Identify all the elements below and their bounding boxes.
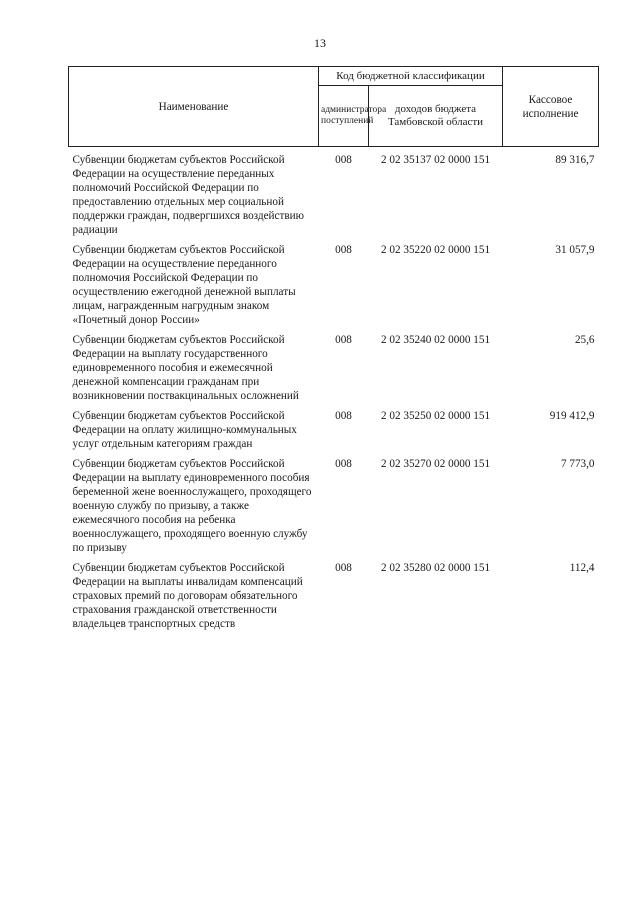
row-admin-code: 008 [335, 562, 352, 574]
row-amount: 7 773,0 [560, 458, 595, 470]
header-income: доходов бюджета Тамбовской области [369, 86, 503, 147]
row-amount: 919 412,9 [549, 410, 595, 422]
table-header [69, 67, 599, 147]
header-code-group: Код бюджетной классификации [319, 67, 503, 86]
budget-table [68, 66, 599, 631]
table-row [69, 451, 599, 555]
row-income-code: 2 02 35250 02 0000 151 [380, 410, 491, 422]
table-row [69, 147, 599, 238]
header-name: Наименование [69, 67, 319, 147]
row-name: Субвенции бюджетам субъектов Российской Федерации на выплату единовременного пособия беременной жене военнослужащего, проходящего военную службу по призыву, а также ежемесячного пособия на ребенка военнослужащего, проходящего военную службу по призыву [72, 458, 312, 554]
row-name: Субвенции бюджетам субъектов Российской Федерации на осуществление переданных полномочий Российской Федерации по предоставлению отдельных мер социальной поддержки граждан, подвергшихся воздействию радиации [72, 154, 305, 236]
row-amount: 25,6 [574, 334, 595, 346]
row-income-code: 2 02 35270 02 0000 151 [380, 458, 491, 470]
row-admin-code: 008 [335, 410, 352, 422]
row-admin-code: 008 [335, 458, 352, 470]
row-admin-code: 008 [335, 244, 352, 256]
table-row [69, 327, 599, 403]
row-admin-code: 008 [335, 334, 352, 346]
row-name: Субвенции бюджетам субъектов Российской Федерации на оплату жилищно-коммунальных услуг отдельным категориям граждан [72, 410, 297, 450]
row-name: Субвенции бюджетам субъектов Российской Федерации на выплату государственного единовременного пособия и ежемесячной денежной компенсации гражданам при возникновении поствакцинальных осложнений [72, 334, 299, 402]
page-number: 13 [314, 36, 326, 50]
header-admin: администратора поступлений [319, 86, 369, 147]
row-income-code: 2 02 35220 02 0000 151 [380, 244, 491, 256]
row-amount: 31 057,9 [555, 244, 595, 256]
row-income-code: 2 02 35240 02 0000 151 [380, 334, 491, 346]
row-amount: 112,4 [569, 562, 595, 574]
table-row [69, 403, 599, 451]
header-amount: Кассовое исполнение [503, 67, 599, 147]
row-income-code: 2 02 35280 02 0000 151 [380, 562, 491, 574]
row-admin-code: 008 [335, 154, 352, 166]
row-name: Субвенции бюджетам субъектов Российской Федерации на выплаты инвалидам компенсаций страховых премий по договорам обязательного страхования гражданской ответственности владельцев транспортных средств [72, 562, 303, 630]
table-row [69, 555, 599, 631]
row-amount: 89 316,7 [555, 154, 595, 166]
row-name: Субвенции бюджетам субъектов Российской Федерации на осуществление переданного полномочия Российской Федерации по осуществлению ежегодной денежной выплаты лицам, награжденным нагрудным знаком «Почетный донор России» [72, 244, 296, 326]
row-income-code: 2 02 35137 02 0000 151 [380, 154, 491, 166]
table-row [69, 237, 599, 327]
